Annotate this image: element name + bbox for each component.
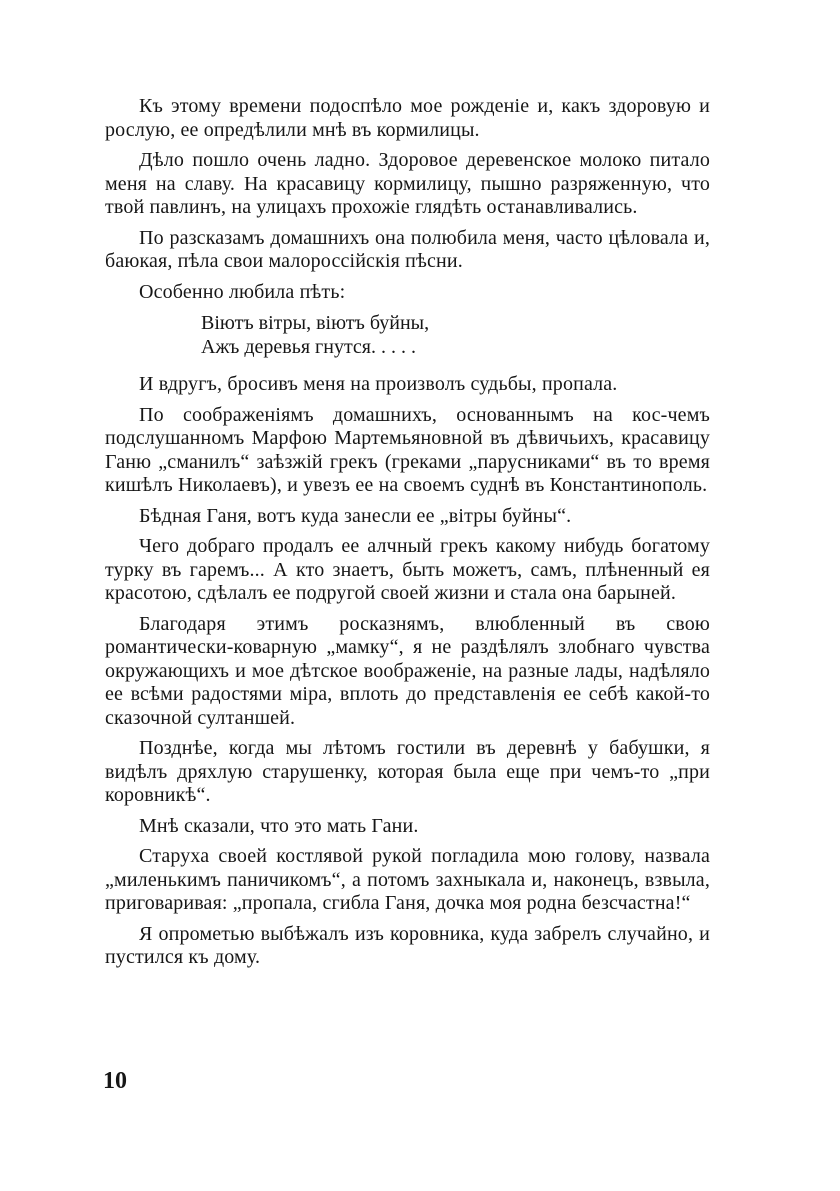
paragraph-12: Старуха своей костлявой рукой погладила мою голову, назвала „миленькимъ паничикомъ“, а потомъ захныкала и, наконецъ, взвыла, приговаривая: „пропала, сгибла Ганя, дочка моя родна безсчастна!“ [105,845,710,914]
paragraph-9: Благодаря этимъ росказнямъ, влюбленный въ свою романтически-коварную „мамку“, я не раздѣлялъ злобнаго чувства окружающихъ и мое дѣтское воображеніе, на разные лады, надѣляло ее всѣми радостями міра, вплоть до представленія ее себѣ какой-то сказочной султаншей. [105,612,710,729]
paragraph-11: Мнѣ сказали, что это мать Гани. [139,814,419,837]
paragraph-5: И вдругъ, бросивъ меня на произволъ судьбы, пропала. [139,373,618,395]
verse-line-1: Віютъ вітры, віютъ буйны, [201,312,430,334]
paragraph-13: Я опрометью выбѣжалъ изъ коровника, куда забрелъ случайно, и пустился къ дому. [105,922,710,968]
paragraph-3: По разсказамъ домашнихъ она полюбила меня, часто цѣловала и, баюкая, пѣла свои малороссійскія пѣсни. [105,226,710,272]
main-text [105,95,710,977]
paragraph-7: Бѣдная Ганя, вотъ куда занесли ее „вітры буйны“. [139,504,572,527]
paragraph-4: Особенно любила пѣть: [139,280,346,303]
paragraph-8: Чего добраго продалъ ее алчный грекъ какому нибудь богатому турку въ гаремъ... А кто знаетъ, быть можетъ, самъ, плѣненный ея красотою, сдѣлалъ ее подругой своей жизни и стала она барыней. [105,535,710,604]
paragraph-1: Къ этому времени подоспѣло мое рожденіе и, какъ здоровую и рослую, ее опредѣлили мнѣ въ кормилицы. [105,95,710,141]
verse-line-2: Ажъ деревья гнутся. . . . . [201,336,416,358]
paragraph-6: По соображеніямъ домашнихъ, основаннымъ на кос-чемъ подслушанномъ Марфою Мартемьяновной въ дѣвичьихъ, красавицу Ганю „сманилъ“ заѣзжій грекъ (греками „парусниками“ въ то время кишѣлъ Николаевъ), и увезъ ее на своемъ суднѣ въ Константинополь. [105,403,710,496]
song-verse [201,311,710,359]
paragraph-10: Позднѣе, когда мы лѣтомъ гостили въ деревнѣ у бабушки, я видѣлъ дряхлую старушенку, которая была еще при чемъ-то „при коровникѣ“. [105,737,710,806]
page-number: 10 [103,1068,127,1094]
paragraph-2: Дѣло пошло очень ладно. Здоровое деревенское молоко питало меня на славу. На красавицу кормилицу, пышно разряженную, что твой павлинъ, на улицахъ прохожіе глядѣть останавливались. [105,149,710,218]
